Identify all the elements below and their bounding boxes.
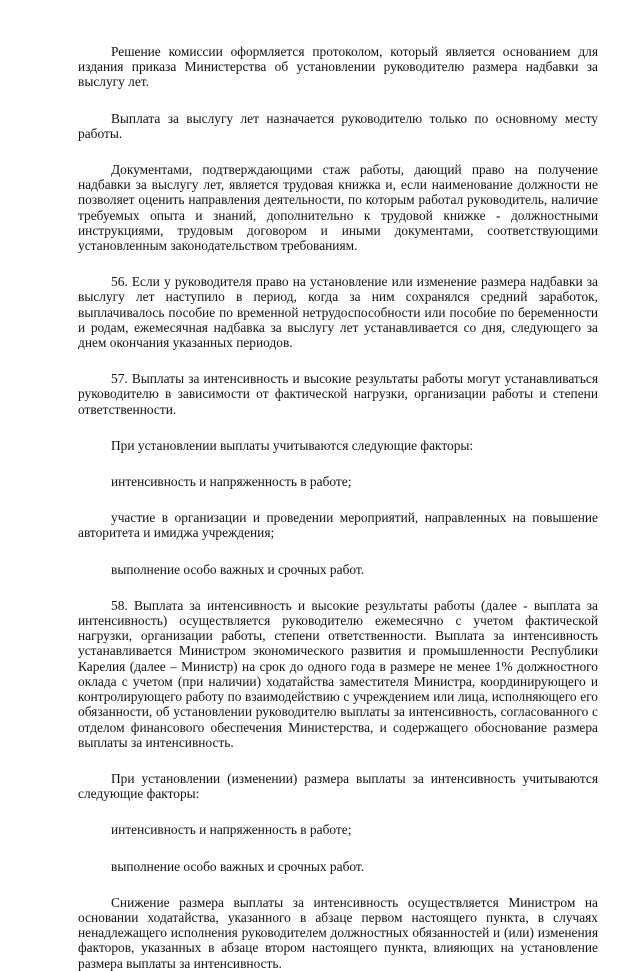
paragraph-protocol: Решение комиссии оформляется протоколом, который является основанием для издания приказа Министерства об установлении руководителю размера надбавки за выслугу лет. — [78, 44, 598, 90]
paragraph-clause-56: 56. Если у руководителя право на установление или изменение размера надбавки за выслугу лет наступило в период, когда за ним сохранялся средний заработок, выплачивалось пособие по временной нетрудоспособности или пособие по беременности и родам, ежемесячная надбавка за выслугу лет устанавливается со дня, следующего за днем окончания указанных периодов. — [78, 274, 598, 351]
paragraph-documents: Документами, подтверждающими стаж работы, дающий право на получение надбавки за выслугу лет, является трудовая книжка и, если наименование должности не позволяет оценить направления деятельности, по которым работал руководитель, наличие требуемых опыта и знаний, дополнительно к трудовой книжке - должностными инструкциями, трудовым договором и иными документами, соответствующими установленным законодательством требованиям. — [78, 162, 598, 254]
paragraph-factors-intro: При установлении выплаты учитываются следующие факторы: — [111, 437, 474, 453]
paragraph-factors-change-intro: При установлении (изменении) размера выплаты за интенсивность учитываются следующие факторы: — [78, 770, 598, 802]
paragraph-clause-57: 57. Выплаты за интенсивность и высокие результаты работы могут устанавливаться руководителю в зависимости от фактической нагрузки, организации работы и степени ответственности. — [78, 371, 598, 417]
paragraph-factor-urgent: выполнение особо важных и срочных работ. — [111, 561, 365, 577]
paragraph-factor-intensity: интенсивность и напряженность в работе; — [111, 474, 352, 490]
paragraph-factor-urgent-2: выполнение особо важных и срочных работ. — [111, 858, 365, 874]
paragraph-main-workplace: Выплата за выслугу лет назначается руководителю только по основному месту работы. — [78, 110, 598, 141]
paragraph-factor-intensity-2: интенсивность и напряженность в работе; — [111, 822, 352, 838]
paragraph-clause-58: 58. Выплата за интенсивность и высокие результаты работы (далее - выплата за интенсивность) осуществляется руководителю ежемесячно с учетом фактической нагрузки, организации работы, степени ответственности. Выплата за интенсивность устанавливается Министром экономического развития и промышленности Республики Карелия (далее – Министр) на срок до одного года в размере не менее 1% должностного оклада с учетом (при наличии) ходатайства заместителя Министра, координирующего и контролирующего работу по взаимодействию с учреждением или лица, исполняющего его обязанности, об установлении руководителю выплаты за интенсивность, согласованного с отделом финансового обеспечения Министерства, и содержащего обоснование размера выплаты за интенсивность. — [78, 597, 598, 750]
paragraph-factor-events: участие в организации и проведении мероприятий, направленных на повышение авторитета и имиджа учреждения; — [78, 510, 598, 541]
paragraph-reduction: Снижение размера выплаты за интенсивность осуществляется Министром на основании ходатайства, указанного в абзаце первом настоящего пункта, в случаях ненадлежащего исполнения руководителем должностных обязанностей и (или) изменения факторов, указанных в абзаце втором настоящего пункта, влияющих на установление размера выплаты за интенсивность. — [78, 894, 598, 971]
